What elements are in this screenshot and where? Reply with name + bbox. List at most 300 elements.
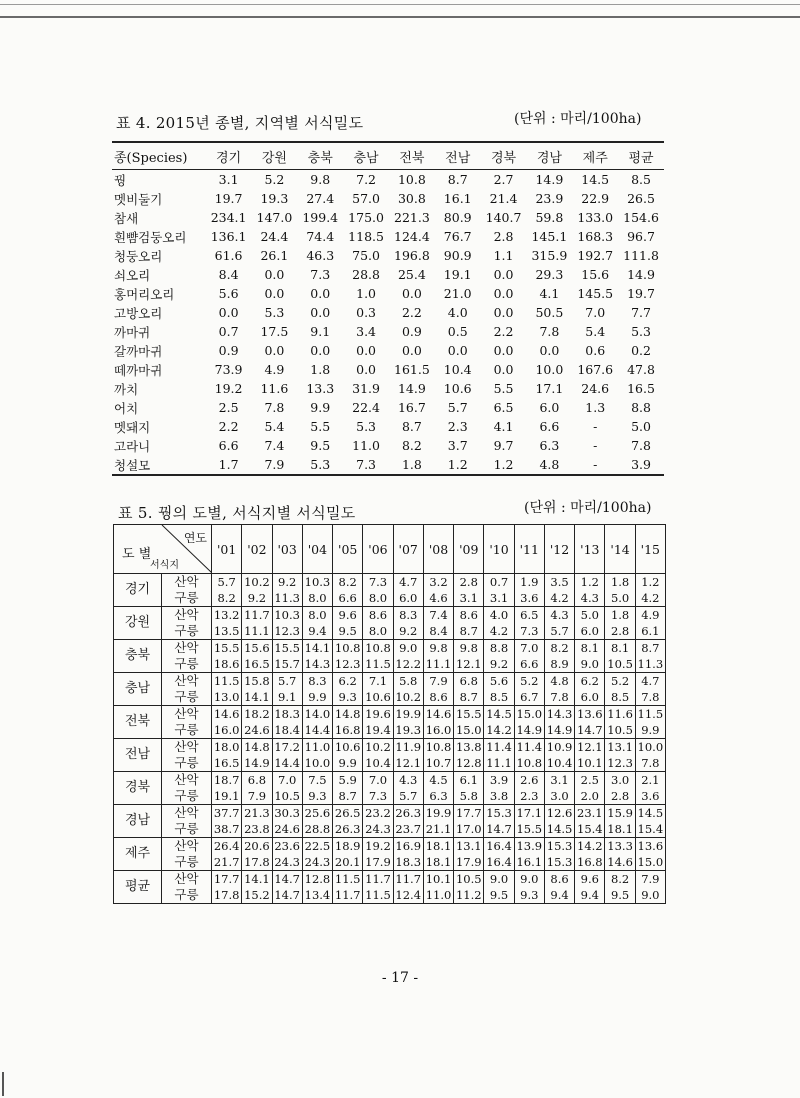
table5-habitat-cell: 산악 bbox=[162, 805, 212, 822]
table5-value-cell: 8.8 bbox=[484, 640, 514, 657]
table5-habitat-cell: 산악 bbox=[162, 673, 212, 690]
table5-value-cell: 9.0 bbox=[484, 871, 514, 888]
table5-value-cell: 4.8 bbox=[544, 673, 574, 690]
table5-value-cell: 4.7 bbox=[393, 574, 423, 591]
table5-value-cell: 6.2 bbox=[333, 673, 363, 690]
table5-value-cell: 9.8 bbox=[454, 640, 484, 657]
table4-value-cell: 1.8 bbox=[401, 457, 422, 472]
table5-value-cell: 7.5 bbox=[302, 772, 332, 789]
table5-value-cell: 14.5 bbox=[635, 805, 665, 822]
table5-value-cell: 4.2 bbox=[544, 590, 574, 607]
table5-row bbox=[114, 689, 666, 706]
table5-year-header: '14 bbox=[605, 525, 635, 574]
table4-species-cell: 고라니 bbox=[114, 438, 151, 454]
table4-value-cell: 7.8 bbox=[539, 324, 560, 339]
table5-row bbox=[114, 871, 666, 888]
table4-value-cell: 9.8 bbox=[310, 172, 331, 187]
table5-value-cell: 11.7 bbox=[333, 887, 363, 904]
table5-value-cell: 3.1 bbox=[544, 772, 574, 789]
table5-unit: (단위 : 마리/100ha) bbox=[524, 500, 652, 516]
table4-value-cell: 16.1 bbox=[443, 191, 472, 206]
table5-value-cell: 15.5 bbox=[514, 821, 544, 838]
table5-value-cell: 20.1 bbox=[333, 854, 363, 871]
table4-value-cell: 140.7 bbox=[485, 210, 522, 225]
table5-value-cell: 7.0 bbox=[514, 640, 544, 657]
table4-value-cell: 9.5 bbox=[310, 438, 331, 453]
table5-value-cell: 4.2 bbox=[484, 623, 514, 640]
table4-column-header: 충북 bbox=[307, 150, 333, 166]
table5-value-cell: 19.4 bbox=[363, 722, 393, 739]
table4-value-cell: 1.8 bbox=[310, 362, 331, 377]
table4-value-cell: - bbox=[593, 457, 598, 472]
table5-row bbox=[114, 590, 666, 607]
table4-value-cell: 23.9 bbox=[535, 191, 564, 206]
table5-value-cell: 11.5 bbox=[333, 871, 363, 888]
table5-habitat-cell: 구릉 bbox=[162, 590, 212, 607]
table5-value-cell: 15.4 bbox=[635, 821, 665, 838]
table5-value-cell: 2.3 bbox=[514, 788, 544, 805]
table5-value-cell: 10.9 bbox=[544, 739, 574, 756]
table5-value-cell: 19.2 bbox=[363, 838, 393, 855]
table4-title: 표 4. 2015년 종별, 지역별 서식밀도 bbox=[116, 114, 364, 132]
table4-value-cell: 0.6 bbox=[585, 343, 606, 358]
table5-value-cell: 14.3 bbox=[544, 706, 574, 723]
table4-value-cell: 1.1 bbox=[493, 248, 514, 263]
table5-value-cell: 19.9 bbox=[393, 706, 423, 723]
table5-value-cell: 7.8 bbox=[544, 689, 574, 706]
table5-value-cell: 8.6 bbox=[423, 689, 453, 706]
table4-value-cell: 28.8 bbox=[352, 267, 380, 282]
table5-province-cell: 전남 bbox=[114, 739, 162, 772]
table4-value-cell: 7.3 bbox=[356, 457, 377, 472]
table4-unit: (단위 : 마리/100ha) bbox=[514, 111, 642, 127]
table5-value-cell: 6.6 bbox=[514, 656, 544, 673]
table4-value-cell: 21.4 bbox=[489, 191, 518, 206]
table4-value-cell: 7.9 bbox=[264, 457, 285, 472]
table5-value-cell: 3.1 bbox=[454, 590, 484, 607]
table5-value-cell: 8.9 bbox=[544, 656, 574, 673]
table5-body bbox=[114, 574, 666, 904]
table5-value-cell: 15.3 bbox=[544, 838, 574, 855]
table4-species-cell: 고방오리 bbox=[114, 305, 163, 321]
table5-value-cell: 21.3 bbox=[242, 805, 272, 822]
table5-habitat-cell: 산악 bbox=[162, 706, 212, 723]
table5-value-cell: 9.0 bbox=[635, 887, 665, 904]
table4-value-cell: 5.0 bbox=[631, 419, 651, 434]
table5-value-cell: 9.4 bbox=[544, 887, 574, 904]
table5-row bbox=[114, 838, 666, 855]
table5-value-cell: 5.0 bbox=[575, 607, 605, 624]
table5-value-cell: 9.1 bbox=[272, 689, 302, 706]
table5-value-cell: 8.7 bbox=[333, 788, 363, 805]
habitat-axis-label: 서식지 bbox=[150, 560, 179, 571]
table5-value-cell: 6.3 bbox=[423, 788, 453, 805]
table4-value-cell: 7.0 bbox=[585, 305, 606, 320]
table5-value-cell: 8.1 bbox=[605, 640, 635, 657]
table5-value-cell: 6.8 bbox=[454, 673, 484, 690]
table5-value-cell: 14.9 bbox=[242, 755, 272, 772]
table5-value-cell: 9.2 bbox=[484, 656, 514, 673]
table5-year-header: '10 bbox=[484, 525, 514, 574]
table5-value-cell: 8.3 bbox=[393, 607, 423, 624]
table4-value-cell: 17.5 bbox=[260, 324, 289, 339]
year-axis-label: 연도 bbox=[183, 531, 207, 545]
table5-value-cell: 7.3 bbox=[363, 788, 393, 805]
table4-value-cell: 22.9 bbox=[581, 191, 610, 206]
table5-value-cell: 8.6 bbox=[363, 607, 393, 624]
table5-value-cell: 6.7 bbox=[514, 689, 544, 706]
table5-value-cell: 24.3 bbox=[272, 854, 302, 871]
table4-value-cell: 9.1 bbox=[310, 324, 331, 339]
table5-value-cell: 10.5 bbox=[272, 788, 302, 805]
table5-value-cell: 9.0 bbox=[575, 656, 605, 673]
table5-value-cell: 16.4 bbox=[484, 854, 514, 871]
table5-province-cell: 전북 bbox=[114, 706, 162, 739]
table5-value-cell: 2.1 bbox=[635, 772, 665, 789]
table5-value-cell: 12.6 bbox=[544, 805, 574, 822]
table5-value-cell: 10.5 bbox=[605, 722, 635, 739]
table4-value-cell: 9.9 bbox=[310, 400, 331, 415]
table5-value-cell: 11.1 bbox=[484, 755, 514, 772]
table5-value-cell: 6.2 bbox=[575, 673, 605, 690]
table4-value-cell: 21.0 bbox=[443, 286, 472, 301]
table5-value-cell: 26.3 bbox=[333, 821, 363, 838]
table4-species-cell: 참새 bbox=[114, 210, 139, 226]
table5-year-header: '11 bbox=[514, 525, 544, 574]
table5-value-cell: 3.1 bbox=[484, 590, 514, 607]
table5-value-cell: 6.1 bbox=[454, 772, 484, 789]
table4-value-cell: 2.5 bbox=[218, 400, 239, 415]
table4-value-cell: 15.6 bbox=[581, 267, 610, 282]
table4-value-cell: 0.0 bbox=[401, 286, 422, 301]
table5-value-cell: 12.3 bbox=[272, 623, 302, 640]
table4-value-cell: 7.7 bbox=[631, 305, 651, 320]
table5-year-header: '13 bbox=[575, 525, 605, 574]
table4-row bbox=[112, 436, 664, 455]
table5-value-cell: 8.5 bbox=[484, 689, 514, 706]
table5-value-cell: 19.9 bbox=[423, 805, 453, 822]
table5-value-cell: 12.1 bbox=[454, 656, 484, 673]
table5-value-cell: 19.6 bbox=[363, 706, 393, 723]
table5-value-cell: 10.2 bbox=[242, 574, 272, 591]
table5-value-cell: 3.9 bbox=[484, 772, 514, 789]
table5-value-cell: 5.2 bbox=[605, 673, 635, 690]
table5-value-cell: 2.0 bbox=[575, 788, 605, 805]
table4-value-cell: 10.0 bbox=[535, 362, 564, 377]
table4-value-cell: 14.9 bbox=[535, 172, 564, 187]
table5-province-cell: 경기 bbox=[114, 574, 162, 607]
table4-value-cell: 168.3 bbox=[577, 229, 614, 244]
table5-value-cell: 15.5 bbox=[212, 640, 242, 657]
table4-value-cell: 75.0 bbox=[352, 248, 380, 263]
table5-value-cell: 12.3 bbox=[333, 656, 363, 673]
table5-value-cell: 24.3 bbox=[302, 854, 332, 871]
table5-value-cell: 8.2 bbox=[544, 640, 574, 657]
table5-value-cell: 15.2 bbox=[242, 887, 272, 904]
table4-value-cell: 5.2 bbox=[264, 172, 285, 187]
table5-value-cell: 4.2 bbox=[635, 590, 665, 607]
table4-value-cell: 7.2 bbox=[356, 172, 377, 187]
table5-value-cell: 13.1 bbox=[605, 739, 635, 756]
table5-value-cell: 15.6 bbox=[242, 640, 272, 657]
table4-value-cell: 3.4 bbox=[356, 324, 377, 339]
table5-value-cell: 8.2 bbox=[605, 871, 635, 888]
table5-value-cell: 14.6 bbox=[212, 706, 242, 723]
page-number: - 17 - bbox=[381, 970, 419, 986]
table5-value-cell: 4.7 bbox=[635, 673, 665, 690]
table5-value-cell: 11.3 bbox=[272, 590, 302, 607]
table4-value-cell: 2.8 bbox=[493, 229, 514, 244]
table4-value-cell: 315.9 bbox=[531, 248, 568, 263]
table5-value-cell: 10.6 bbox=[363, 689, 393, 706]
table4-value-cell: 4.8 bbox=[539, 457, 560, 472]
table5-value-cell: 22.5 bbox=[302, 838, 332, 855]
table5-value-cell: 7.9 bbox=[423, 673, 453, 690]
table5-value-cell: 11.5 bbox=[212, 673, 242, 690]
table4-row bbox=[112, 246, 664, 265]
table5-value-cell: 7.0 bbox=[363, 772, 393, 789]
table5-habitat-cell: 산악 bbox=[162, 640, 212, 657]
table5-value-cell: 4.3 bbox=[575, 590, 605, 607]
table5-value-cell: 17.7 bbox=[212, 871, 242, 888]
table4-value-cell: 4.9 bbox=[264, 362, 285, 377]
table5-value-cell: 16.1 bbox=[514, 854, 544, 871]
table4-row bbox=[112, 417, 664, 436]
table5-row bbox=[114, 739, 666, 756]
table4-value-cell: 11.0 bbox=[352, 438, 380, 453]
table4-value-cell: 8.5 bbox=[631, 172, 651, 187]
table5-value-cell: 15.0 bbox=[635, 854, 665, 871]
table5-value-cell: 23.2 bbox=[363, 805, 393, 822]
table5-value-cell: 11.4 bbox=[514, 739, 544, 756]
table5-value-cell: 5.7 bbox=[393, 788, 423, 805]
table4-value-cell: 5.4 bbox=[264, 419, 285, 434]
table4-value-cell: 0.9 bbox=[218, 343, 239, 358]
table5-habitat-cell: 산악 bbox=[162, 772, 212, 789]
table5-value-cell: 17.7 bbox=[454, 805, 484, 822]
table5-habitat-cell: 구릉 bbox=[162, 788, 212, 805]
table5-value-cell: 11.9 bbox=[393, 739, 423, 756]
table5-value-cell: 5.8 bbox=[393, 673, 423, 690]
table5-value-cell: 38.7 bbox=[212, 821, 242, 838]
table4-row bbox=[112, 341, 664, 360]
table5-year-header: '06 bbox=[363, 525, 393, 574]
table5-value-cell: 13.9 bbox=[514, 838, 544, 855]
table5-value-cell: 1.2 bbox=[635, 574, 665, 591]
table5-value-cell: 11.0 bbox=[423, 887, 453, 904]
table5-value-cell: 14.5 bbox=[484, 706, 514, 723]
table5-value-cell: 9.4 bbox=[575, 887, 605, 904]
table5-value-cell: 14.1 bbox=[302, 640, 332, 657]
table4-value-cell: 10.8 bbox=[397, 172, 426, 187]
table5-value-cell: 5.6 bbox=[484, 673, 514, 690]
table5-value-cell: 14.9 bbox=[514, 722, 544, 739]
table5-habitat-cell: 구릉 bbox=[162, 887, 212, 904]
table5-value-cell: 3.6 bbox=[635, 788, 665, 805]
table5-value-cell: 3.5 bbox=[544, 574, 574, 591]
table5-value-cell: 7.4 bbox=[423, 607, 453, 624]
table4-value-cell: 25.4 bbox=[397, 267, 426, 282]
table4-value-cell: 0.0 bbox=[493, 305, 514, 320]
table4-column-header: 경남 bbox=[536, 150, 562, 166]
table5-value-cell: 10.6 bbox=[333, 739, 363, 756]
table4-value-cell: 8.2 bbox=[401, 438, 422, 453]
table5-value-cell: 10.0 bbox=[635, 739, 665, 756]
table4-value-cell: 0.0 bbox=[401, 343, 422, 358]
table5-value-cell: 8.0 bbox=[302, 607, 332, 624]
table5-value-cell: 16.0 bbox=[212, 722, 242, 739]
table5-value-cell: 10.4 bbox=[363, 755, 393, 772]
table5-value-cell: 1.2 bbox=[575, 574, 605, 591]
table5-value-cell: 10.2 bbox=[363, 739, 393, 756]
table5-value-cell: 14.7 bbox=[575, 722, 605, 739]
table4-value-cell: 0.0 bbox=[493, 362, 514, 377]
table5-value-cell: 10.0 bbox=[302, 755, 332, 772]
table4-value-cell: 1.2 bbox=[493, 457, 514, 472]
table5-value-cell: 8.7 bbox=[635, 640, 665, 657]
table4-bottom-rule bbox=[112, 474, 664, 476]
table5-value-cell: 9.3 bbox=[302, 788, 332, 805]
table5-value-cell: 9.4 bbox=[302, 623, 332, 640]
table4-row bbox=[112, 455, 664, 474]
table5-value-cell: 18.7 bbox=[212, 772, 242, 789]
table4-value-cell: - bbox=[593, 419, 598, 434]
table4-value-cell: 8.7 bbox=[401, 419, 422, 434]
table5-value-cell: 6.8 bbox=[242, 772, 272, 789]
table5-value-cell: 18.2 bbox=[242, 706, 272, 723]
table5-value-cell: 18.1 bbox=[423, 854, 453, 871]
table4-value-cell: 147.0 bbox=[256, 210, 293, 225]
table5-value-cell: 1.8 bbox=[605, 607, 635, 624]
scan-edge-line-top bbox=[0, 4, 800, 5]
table5-value-cell: 1.9 bbox=[514, 574, 544, 591]
table4-value-cell: 27.4 bbox=[306, 191, 335, 206]
table5-value-cell: 16.9 bbox=[393, 838, 423, 855]
table4-value-cell: 133.0 bbox=[577, 210, 614, 225]
table5-year-header: '02 bbox=[242, 525, 272, 574]
table4-value-cell: 2.7 bbox=[493, 172, 514, 187]
table5-habitat-cell: 산악 bbox=[162, 607, 212, 624]
table5-value-cell: 18.3 bbox=[393, 854, 423, 871]
table5-value-cell: 9.9 bbox=[333, 755, 363, 772]
table4-value-cell: 0.0 bbox=[264, 343, 285, 358]
table5-value-cell: 8.2 bbox=[212, 590, 242, 607]
table5-value-cell: 17.2 bbox=[272, 739, 302, 756]
table5-value-cell: 17.9 bbox=[454, 854, 484, 871]
table5-value-cell: 11.7 bbox=[363, 871, 393, 888]
table5-province-cell: 충북 bbox=[114, 640, 162, 673]
table5-value-cell: 10.4 bbox=[544, 755, 574, 772]
table5-title: 표 5. 꿩의 도별, 서식지별 서식밀도 bbox=[118, 504, 356, 522]
table4-value-cell: 0.0 bbox=[218, 305, 239, 320]
table5-value-cell: 9.0 bbox=[393, 640, 423, 657]
table5-value-cell: 17.8 bbox=[242, 854, 272, 871]
table4-value-cell: 2.3 bbox=[447, 419, 468, 434]
table5-value-cell: 13.6 bbox=[635, 838, 665, 855]
table5-value-cell: 11.1 bbox=[242, 623, 272, 640]
table5-value-cell: 7.3 bbox=[514, 623, 544, 640]
table5-value-cell: 24.3 bbox=[363, 821, 393, 838]
table4-column-header: 강원 bbox=[261, 150, 287, 166]
table5-habitat-cell: 구릉 bbox=[162, 656, 212, 673]
table4-row bbox=[112, 208, 664, 227]
table4-value-cell: 9.7 bbox=[493, 438, 514, 453]
table4-value-cell: 90.9 bbox=[443, 248, 472, 263]
table4-column-header: 충남 bbox=[353, 150, 379, 166]
table5-value-cell: 4.3 bbox=[544, 607, 574, 624]
table5-value-cell: 7.3 bbox=[363, 574, 393, 591]
table4-value-cell: 3.9 bbox=[631, 457, 651, 472]
table5-habitat-cell: 구릉 bbox=[162, 854, 212, 871]
table4-species-cell: 쇠오리 bbox=[114, 267, 151, 283]
table4-row bbox=[112, 379, 664, 398]
table5-value-cell: 28.8 bbox=[302, 821, 332, 838]
scan-edge-mark bbox=[2, 1072, 4, 1096]
table5-value-cell: 11.3 bbox=[635, 656, 665, 673]
table4-column-header: 전남 bbox=[445, 150, 471, 166]
table5-province-cell: 충남 bbox=[114, 673, 162, 706]
table5-habitat-cell: 구릉 bbox=[162, 722, 212, 739]
table5-value-cell: 14.4 bbox=[302, 722, 332, 739]
table4-value-cell: 4.1 bbox=[493, 419, 514, 434]
table5-value-cell: 19.3 bbox=[393, 722, 423, 739]
table4-value-cell: 3.7 bbox=[447, 438, 468, 453]
table4-value-cell: 192.7 bbox=[577, 248, 614, 263]
table5-value-cell: 5.0 bbox=[605, 590, 635, 607]
table5-value-cell: 18.9 bbox=[333, 838, 363, 855]
table5-value-cell: 9.6 bbox=[575, 871, 605, 888]
table4-value-cell: 5.6 bbox=[218, 286, 239, 301]
table4-species-cell: 떼까마귀 bbox=[114, 362, 163, 378]
table5-value-cell: 15.8 bbox=[242, 673, 272, 690]
table5-value-cell: 15.5 bbox=[454, 706, 484, 723]
table5-value-cell: 13.8 bbox=[454, 739, 484, 756]
table4-value-cell: 4.1 bbox=[539, 286, 560, 301]
table4-row bbox=[112, 322, 664, 341]
table5-habitat-cell: 구릉 bbox=[162, 755, 212, 772]
table5-row bbox=[114, 574, 666, 591]
table5-value-cell: 9.5 bbox=[484, 887, 514, 904]
table5-value-cell: 8.0 bbox=[363, 590, 393, 607]
table5-value-cell: 17.0 bbox=[454, 821, 484, 838]
table5-value-cell: 14.7 bbox=[272, 871, 302, 888]
table5-value-cell: 8.0 bbox=[363, 623, 393, 640]
table4-value-cell: 118.5 bbox=[348, 229, 384, 244]
table5-value-cell: 4.5 bbox=[423, 772, 453, 789]
table5-value-cell: 11.5 bbox=[363, 887, 393, 904]
table5-value-cell: 16.5 bbox=[212, 755, 242, 772]
table5-province-cell: 경남 bbox=[114, 805, 162, 838]
table4-value-cell: 50.5 bbox=[535, 305, 564, 320]
table5-row bbox=[114, 755, 666, 772]
table5-value-cell: 12.3 bbox=[605, 755, 635, 772]
table5-header-row bbox=[114, 525, 666, 574]
table4-value-cell: 6.3 bbox=[539, 438, 560, 453]
table4-value-cell: 1.2 bbox=[447, 457, 468, 472]
table4-column-header: 경북 bbox=[490, 150, 517, 166]
table4-value-cell: 8.8 bbox=[631, 400, 651, 415]
table4-row bbox=[112, 265, 664, 284]
table4-value-cell: 7.8 bbox=[631, 438, 651, 453]
table4-row bbox=[112, 303, 664, 322]
table4-value-cell: 6.0 bbox=[539, 400, 560, 415]
table4-value-cell: 2.2 bbox=[493, 324, 514, 339]
table4-value-cell: 161.5 bbox=[394, 362, 430, 377]
table4-body bbox=[112, 170, 664, 474]
table5-value-cell: 10.8 bbox=[423, 739, 453, 756]
table5-value-cell: 3.8 bbox=[484, 788, 514, 805]
table4-value-cell: 8.4 bbox=[218, 267, 239, 282]
